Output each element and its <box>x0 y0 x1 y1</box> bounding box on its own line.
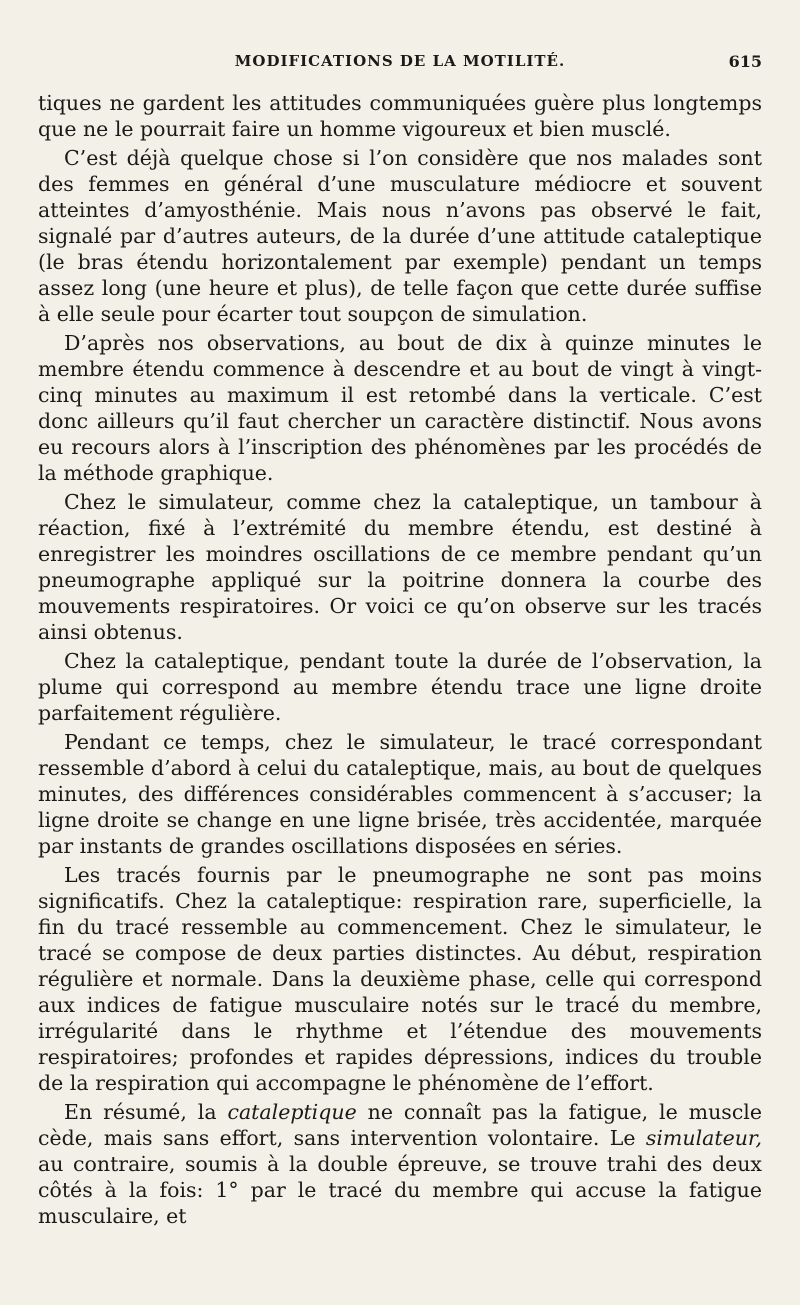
paragraph-continued: tiques ne gardent les attitudes communiquées guère plus longtemps que ne le pourrait faire un homme vigoureux et bien musclé. <box>38 91 762 141</box>
body-text <box>38 90 762 1229</box>
italic-term-simulateur: simulateur, <box>645 1126 762 1150</box>
running-title: MODIFICATIONS DE LA MOTILITÉ. <box>234 52 566 70</box>
paragraph: C’est déjà quelque chose si l’on considère que nos malades sont des femmes en général d’une musculature médiocre et souvent atteintes d’amyosthénie. Mais nous n’avons pas observé le fait, signalé par d’autres auteurs, de la durée d’une attitude cataleptique (le bras étendu horizontalement par exemple) pendant un temps assez long (une heure et plus), de telle façon que cette durée suffise à elle seule pour écarter tout soupçon de simulation. <box>38 146 762 326</box>
summary-text: En résumé, la <box>64 1100 228 1124</box>
running-head <box>38 46 762 80</box>
paragraph: D’après nos observations, au bout de dix à quinze minutes le membre étendu commence à descendre et au bout de vingt à vingt-cinq minutes au maximum il est retombé dans la verticale. C’est donc ailleurs qu’il faut chercher un caractère distinctif. Nous avons eu recours alors à l’inscription des phénomènes par les procédés de la méthode graphique. <box>38 331 762 485</box>
paragraph: Les tracés fournis par le pneumographe ne sont pas moins significatifs. Chez la cataleptique: respiration rare, superficielle, la fin du tracé ressemble au commencement. Chez le simulateur, le tracé se compose de deux parties distinctes. Au début, respiration régulière et normale. Dans la deuxième phase, celle qui correspond aux indices de fatigue musculaire notés sur le tracé du membre, irrégularité dans le rhythme et l’étendue des mouvements respiratoires; profondes et rapides dépressions, indices du trouble de la respiration qui accompagne le phénomène de l’effort. <box>38 863 762 1095</box>
paragraph: Chez la cataleptique, pendant toute la durée de l’observation, la plume qui correspond au membre étendu trace une ligne droite parfaitement régulière. <box>38 649 762 725</box>
paragraph: Pendant ce temps, chez le simulateur, le tracé correspondant ressemble d’abord à celui du cataleptique, mais, au bout de quelques minutes, des différences considérables commencent à s’accuser; la ligne droite se change en une ligne brisée, très accidentée, marquée par instants de grandes oscillations disposées en séries. <box>38 730 762 858</box>
italic-term-cataleptique: cataleptique <box>227 1100 357 1124</box>
page-number: 615 <box>728 52 762 71</box>
paragraph: Chez le simulateur, comme chez la cataleptique, un tambour à réaction, fixé à l’extrémité du membre étendu, est destiné à enregistrer les moindres oscillations de ce membre pendant qu’un pneumographe appliqué sur la poitrine donnera la courbe des mouvements respiratoires. Or voici ce qu’on observe sur les tracés ainsi obtenus. <box>38 490 762 644</box>
summary-text: ne connaît pas la fatigue, le muscle cède, mais sans effort, sans intervention volontaire. Le <box>38 1100 762 1150</box>
paragraph-summary <box>38 1099 762 1229</box>
summary-text: au contraire, soumis à la double épreuve, se trouve trahi des deux côtés à la fois: 1° par le tracé du membre qui accuse la fatigue musculaire, et <box>38 1152 762 1228</box>
